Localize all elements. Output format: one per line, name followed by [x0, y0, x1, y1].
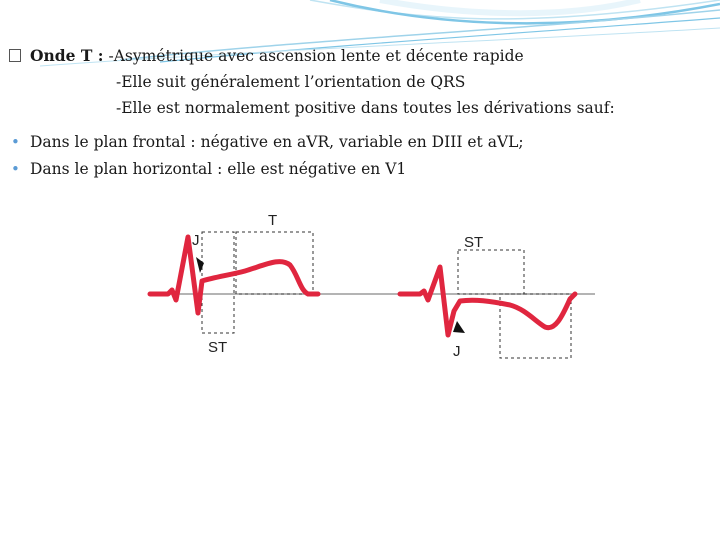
st-segment-box-right	[458, 250, 524, 294]
bullet-dot-icon: •	[11, 160, 20, 178]
description-line-1: -Asymétrique avec ascension lente et décente rapide	[108, 47, 524, 65]
slide-text	[0, 0, 720, 200]
bullet-frontal-plane: Dans le plan frontal : négative en aVR, variable en DIII et aVL;	[30, 133, 524, 151]
heading-line	[30, 46, 524, 66]
st-segment-box-left	[202, 232, 234, 333]
label-t-left: T	[268, 212, 278, 229]
bullet-horizontal-plane: Dans le plan horizontal : elle est négative en V1	[30, 160, 407, 178]
description-line-3: -Elle est normalement positive dans toutes les dérivations sauf:	[116, 99, 615, 117]
j-point-arrow-left	[196, 257, 204, 273]
missing-glyph-box-icon	[9, 49, 21, 62]
bullet-dot-icon: •	[11, 133, 20, 151]
label-j-right: J	[453, 343, 461, 360]
onde-t-title: Onde T :	[30, 46, 104, 65]
label-st-left: ST	[208, 339, 228, 356]
label-j-left: J	[192, 232, 200, 249]
label-st-right: ST	[464, 234, 484, 251]
ecg-st-t-figure	[130, 205, 595, 373]
description-line-2: -Elle suit généralement l’orientation de QRS	[116, 73, 466, 91]
ecg-diagram	[130, 205, 595, 373]
ecg-trace-right	[400, 267, 575, 335]
j-point-arrow-right	[453, 321, 465, 333]
